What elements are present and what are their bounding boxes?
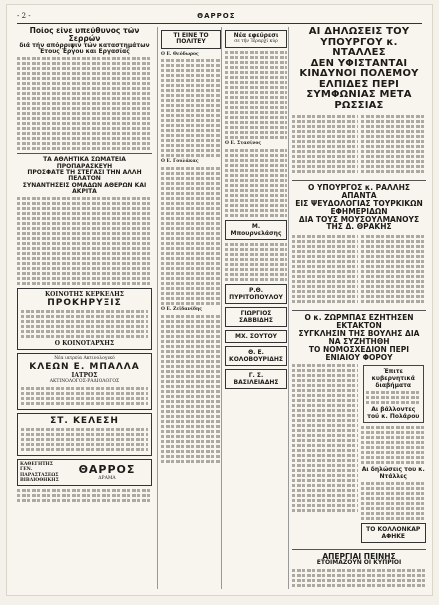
col2-text bbox=[161, 59, 221, 157]
col3-title-b: σε τήν Ίεραρχί κύρ bbox=[234, 39, 278, 45]
headline-zorbas: Ο κ. ΖΩΡΜΠΑΣ ΕΖΗΤΗΣΕΝ ΕΚΤΑΚΤΟΝ bbox=[304, 313, 414, 331]
col2-text bbox=[161, 167, 221, 305]
column-2 bbox=[157, 27, 221, 589]
ad-proclamation-sign: Ο ΚΟΙΝΟΤΑΡΧΗΣ bbox=[54, 340, 115, 348]
ad-tharros-left: ΚΑΘΕΓΗΤΗΣ ΓΕΝ. ΠΑΡΑΣΤΑΣΕΩΣ ΒΙΒΛΙΟΘΗΚΗΣ bbox=[20, 461, 59, 483]
headline-athletic-b: ΠΡΟΣΦΑΤΕ ΤΗ ΣΤΕΓΑΣΙ ΤΗΝ ΑΛΛΗ ΠΕΛΑΤΟΝ bbox=[27, 168, 142, 183]
divider bbox=[292, 180, 426, 181]
page-header bbox=[17, 9, 422, 24]
col3-ad-3: ΓΙΩΡΓΙΟΣ ΣΑΒΒΙΔΗΣ bbox=[225, 307, 287, 327]
article-text bbox=[361, 426, 427, 464]
article-text bbox=[17, 57, 152, 150]
headline-cypriots-b: ΕΤΟΙΜΑΖΟΥΝ ΟΙ ΚΥΠΡΙΟΙ bbox=[316, 559, 402, 567]
ad-doctor-sub: ΙΑΤΡΟΣ bbox=[71, 371, 98, 379]
headline-serres: Ποίος είνε υπεύθυνος τών Σερρών bbox=[29, 27, 140, 43]
col2-snippet-1: Ο Ε. Θεόδωρος bbox=[161, 51, 199, 57]
article-text bbox=[17, 197, 152, 285]
ad-tharros-sub: ΔΡΑΜΑ bbox=[98, 476, 116, 482]
ad-doctor bbox=[17, 353, 152, 410]
col2-snippet-3: Ο Ε. Ζεϊδανίδης bbox=[161, 307, 203, 313]
article-text bbox=[292, 569, 426, 589]
headline-zorbas-b: ΣΥΓΚΛΗΣΙΝ ΤΗΣ ΒΟΥΛΗΣ ΔΙΑ ΝΑ ΣΥΖΗΤΗΘΗ bbox=[298, 329, 420, 346]
inset-box bbox=[363, 365, 425, 423]
divider bbox=[292, 310, 426, 311]
col2-title: ΤΙ ΕΙΝΕ ΤΟ ΠΟΛΙΤΕΥ bbox=[161, 30, 221, 49]
newspaper-page bbox=[7, 5, 432, 595]
inset-title-2: Αι βάλλοντες τού κ. Πολάρου bbox=[367, 405, 420, 420]
side-small-head: ΤΟ ΚΟΛΛΟΝΚΑΡ ΑΦΗΚΕ bbox=[361, 523, 427, 543]
ad-text bbox=[21, 428, 148, 451]
ad-proclamation-top: ΚΟΙΝΟΤΗΣ ΚΕΡΚΕΛΗΣ bbox=[44, 291, 125, 299]
ad-doctor-sub2: ΑΚΤΙΝΟΛΟΓΟΣ-ΡΑΔΙΟΛΟΓΟΣ bbox=[49, 378, 120, 384]
column-4 bbox=[288, 27, 426, 589]
headline-athletic: ΤΑ ΑΘΛΗΤΙΚΑ ΣΩΜΑΤΕΙΑ ΠΡΟΠΑΡΑΣΚΕΥΗ bbox=[43, 156, 126, 170]
inset-title: Έπιτε κυβερνητικά διαβήματα bbox=[371, 367, 415, 389]
col3-title-box bbox=[225, 30, 287, 48]
headline-serres-sub2: Έτους Έργου και Εργασίας bbox=[39, 48, 130, 56]
divider bbox=[17, 153, 152, 154]
article-text bbox=[361, 113, 427, 175]
headline-rallis: Ο ΥΠΟΥΡΓΟΣ κ. ΡΑΛΛΗΣ ΑΠΑΝΤΑ bbox=[308, 183, 410, 200]
article-col-right bbox=[361, 362, 427, 546]
col3-text bbox=[225, 51, 287, 139]
article-col-left bbox=[292, 362, 358, 546]
ad-proclamation-title: ΠΡΟΚΗΡΥΞΙΣ bbox=[47, 298, 122, 309]
divider bbox=[292, 549, 426, 550]
snippet-dulles: Αι δηλώσεις του κ. Ντάλλες bbox=[361, 465, 425, 480]
ad-text bbox=[21, 310, 148, 338]
col2-snippet-2: Ο Ε. Γουλάκας bbox=[161, 159, 199, 165]
column-1 bbox=[17, 27, 152, 589]
page-number: - 2 - bbox=[17, 12, 31, 20]
footer-text bbox=[17, 489, 152, 502]
col3-ad-4: ΜΧ. ΣΟΥΤΟΥ bbox=[225, 330, 287, 343]
headline-dulles: ΑΙ ΔΗΛΩΣΕΙΣ ΤΟΥ ΥΠΟΥΡΓΟΥ κ. ΝΤΑΛΛΕΣ bbox=[308, 27, 410, 58]
headline-cypriots: ΑΠΕΡΓΙΑΙ ΠΕΙΝΗΣ bbox=[322, 551, 396, 561]
ad-doctor-top: Νέα ιατρεία Ακτινολογικό bbox=[54, 356, 115, 362]
col2-text bbox=[161, 315, 221, 463]
article-text bbox=[361, 233, 427, 305]
article-text bbox=[292, 113, 358, 175]
col3-ad-5: Θ. Ε. ΚΟΛΟΒΟΥΡΙΔΗΣ bbox=[225, 346, 287, 366]
article-columns bbox=[292, 231, 426, 307]
headline-zorbas-c: ΤΟ ΝΟΜΟΣΧΕΔΙΟΝ ΠΕΡΙ ΕΝΙΑΙΟΥ ΦΟΡΟΥ bbox=[308, 344, 410, 362]
ad-tharros-name: ΘΑΡΡΟΣ bbox=[78, 463, 136, 477]
article-text bbox=[292, 233, 358, 305]
headline-rallis-b: ΕΙΣ ΨΕΥΔΟΛΟΓΙΑΣ ΤΟΥΡΚΙΚΩΝ ΕΦΗΜΕΡΙΔΩΝ bbox=[295, 198, 423, 216]
paper-name: ΘΑΡΡΟΣ bbox=[197, 12, 236, 20]
ad-tharros-logo bbox=[65, 463, 149, 482]
headline-dulles-c: ΕΛΠΙΔΕΣ ΠΕΡΙ ΣΥΜΦΩΝΙΑΣ ΜΕΤΑ ΡΩΣΣΙΑΣ bbox=[306, 78, 412, 111]
col3-ad-2: Ρ.Θ. ΠΥΡΙΤΟΠΟΥΛΟΥ bbox=[225, 284, 287, 304]
ad-kelesi bbox=[17, 413, 152, 456]
article-columns bbox=[292, 111, 426, 177]
ad-doctor-title: ΚΛΕΩΝ Ε. ΜΠΑΛΛΑ bbox=[29, 361, 140, 372]
col3-snippet-1: Ο Ε. Στασίνος bbox=[225, 141, 262, 147]
headline-rallis-c: ΔΙΑ ΤΟΥΣ ΜΟΥΣΟΥΛΜΑΝΟΥΣ ΤΗΣ Δ. ΘΡΑΚΗΣ bbox=[298, 214, 420, 232]
column-3 bbox=[221, 27, 287, 589]
ad-kelesi-title: ΣΤ. ΚΕΛΕΣΗ bbox=[50, 415, 119, 426]
col3-text bbox=[225, 243, 287, 281]
article-text bbox=[361, 482, 427, 520]
col3-ad-6: Γ. Σ. ΒΑΣΙΛΕΙΑΔΗΣ bbox=[225, 369, 287, 389]
col3-text bbox=[225, 149, 287, 217]
inset-text bbox=[366, 391, 422, 404]
ad-proclamation bbox=[17, 288, 152, 350]
headline-serres-sub: διά τήν απόρριψιν τών καταστημάτων bbox=[19, 41, 150, 49]
col3-ad-1: Μ. Μπουρνελάσης bbox=[225, 220, 287, 240]
article-columns bbox=[292, 362, 426, 546]
headline-athletic-c: ΣΥΝΑΝΤΗΣΕΙΣ ΟΜΑΔΩΝ ΑΘΕΡΩΝ ΚΑΙ ΑΚΡΙΤΑ bbox=[22, 181, 147, 195]
col3-title: Νέα εφεύρεσι bbox=[233, 32, 279, 39]
headline-dulles-b: ΔΕΝ ΥΦΙΣΤΑΝΤΑΙ ΚΙΝΔΥΝΟΙ ΠΟΛΕΜΟΥ bbox=[299, 57, 419, 79]
ad-text bbox=[21, 387, 148, 405]
article-text bbox=[292, 364, 358, 512]
ad-tharros bbox=[17, 459, 152, 487]
